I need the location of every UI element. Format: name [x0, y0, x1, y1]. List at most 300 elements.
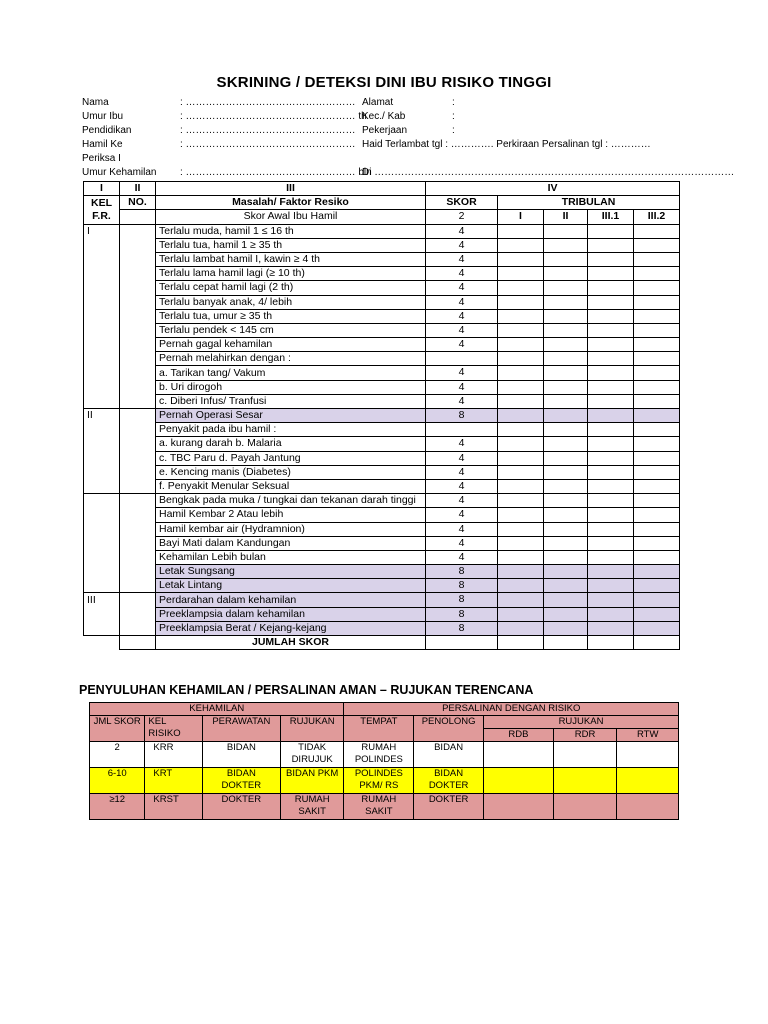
- risk-row: [84, 593, 680, 607]
- risk-factor-text: e. Kencing manis (Diabetes): [156, 465, 426, 479]
- tribulan-entry-cell[interactable]: [588, 437, 634, 451]
- referral-kel-cell: KRST: [145, 794, 202, 820]
- kel-cell: [84, 565, 120, 579]
- risk-score-value: 4: [426, 252, 498, 266]
- bottom-header-row-1: [90, 703, 679, 716]
- risk-factor-text: Perdarahan dalam kehamilan: [156, 593, 426, 607]
- risk-row: [84, 281, 680, 295]
- tribulan-entry-cell[interactable]: [634, 366, 680, 380]
- tribulan-entry-cell[interactable]: [588, 621, 634, 635]
- jumlah-skor-value[interactable]: [426, 636, 498, 650]
- nama-field[interactable]: : ……………………………………………: [180, 97, 356, 108]
- tribulan-entry-cell[interactable]: [498, 267, 544, 281]
- tribulan-entry-cell[interactable]: [634, 352, 680, 366]
- tribulan-entry-cell[interactable]: [634, 295, 680, 309]
- risk-score-value: 4: [426, 465, 498, 479]
- referral-row: [90, 742, 679, 768]
- tribulan-entry-cell[interactable]: [588, 593, 634, 607]
- tribulan-entry-cell[interactable]: [588, 338, 634, 352]
- empty-cell: [84, 636, 120, 650]
- rujukan-entry-cell[interactable]: [617, 794, 679, 820]
- kel-cell: [84, 479, 120, 493]
- tribulan-entry-cell[interactable]: [588, 281, 634, 295]
- no-cell[interactable]: [120, 267, 156, 281]
- tribulan-entry-cell[interactable]: [544, 309, 588, 323]
- tribulan-entry-cell[interactable]: [498, 352, 544, 366]
- no-cell[interactable]: [120, 522, 156, 536]
- referral-perawatan-cell: BIDAN: [202, 742, 280, 768]
- tribulan-entry-cell[interactable]: [544, 621, 588, 635]
- risk-factor-text: Terlalu lama hamil lagi (≥ 10 th): [156, 267, 426, 281]
- kel-cell: [84, 550, 120, 564]
- jml-skor-header: JML SKOR: [90, 716, 145, 742]
- col-header-no: NO.: [120, 196, 156, 210]
- tribulan-entry-cell[interactable]: [544, 267, 588, 281]
- risk-row: [84, 238, 680, 252]
- kel-cell: [84, 323, 120, 337]
- tribulan-entry-cell[interactable]: [634, 423, 680, 437]
- risk-factor-text: Bengkak pada muka / tungkai dan tekanan darah tinggi: [156, 494, 426, 508]
- no-cell[interactable]: [120, 579, 156, 593]
- risk-row: [84, 565, 680, 579]
- tribulan-entry-cell[interactable]: [544, 508, 588, 522]
- tribulan-entry-cell[interactable]: [544, 352, 588, 366]
- tribulan-entry-cell[interactable]: [544, 550, 588, 564]
- tribulan-entry-cell[interactable]: [588, 366, 634, 380]
- alamat-field[interactable]: :: [452, 97, 455, 108]
- skor-awal-label: Skor Awal Ibu Hamil: [156, 210, 426, 224]
- risk-row: [84, 394, 680, 408]
- tribulan-entry-cell[interactable]: [544, 252, 588, 266]
- tribulan-entry-cell[interactable]: [544, 380, 588, 394]
- tribulan-entry-cell[interactable]: [588, 607, 634, 621]
- no-cell[interactable]: [120, 366, 156, 380]
- referral-penolong-cell: DOKTER: [414, 794, 484, 820]
- tribulan-entry-cell[interactable]: [544, 465, 588, 479]
- kel-cell: [84, 338, 120, 352]
- rdr-header: RDR: [553, 729, 617, 742]
- risk-score-value: 4: [426, 451, 498, 465]
- tribulan-entry-cell[interactable]: [634, 607, 680, 621]
- no-cell[interactable]: [120, 465, 156, 479]
- referral-skor-cell: 2: [90, 742, 145, 768]
- tribulan-entry-cell[interactable]: [498, 281, 544, 295]
- tribulan-entry-cell[interactable]: [498, 437, 544, 451]
- tribulan-entry-cell[interactable]: [634, 465, 680, 479]
- tribulan-entry-cell[interactable]: [634, 267, 680, 281]
- tribulan-entry-cell[interactable]: [544, 295, 588, 309]
- no-cell[interactable]: [120, 238, 156, 252]
- tribulan-entry-cell[interactable]: [588, 465, 634, 479]
- penolong-header: PENOLONG: [414, 716, 484, 742]
- referral-perawatan-cell: DOKTER: [202, 794, 280, 820]
- referral-rujukan-cell: BIDAN PKM: [280, 768, 344, 794]
- referral-rujukan-cell: RUMAH SAKIT: [280, 794, 344, 820]
- risk-row: [84, 409, 680, 423]
- rujukan-header: RUJUKAN: [280, 716, 344, 742]
- tribulan-entry-cell[interactable]: [498, 565, 544, 579]
- risk-score-value: 8: [426, 409, 498, 423]
- risk-factor-text: Terlalu cepat hamil lagi (2 th): [156, 281, 426, 295]
- no-cell[interactable]: [120, 550, 156, 564]
- referral-penolong-cell: BIDAN: [414, 742, 484, 768]
- tribulan-entry-cell[interactable]: [544, 607, 588, 621]
- risk-factor-text: Pernah Operasi Sesar: [156, 409, 426, 423]
- tribulan-entry-cell[interactable]: [544, 238, 588, 252]
- tribulan-entry-cell[interactable]: [498, 550, 544, 564]
- risk-factor-text: b. Uri dirogoh: [156, 380, 426, 394]
- header-row-2: [84, 196, 680, 210]
- rujukan-entry-cell[interactable]: [553, 742, 617, 768]
- total-tribulan-cell[interactable]: [498, 636, 544, 650]
- tribulan-entry-cell[interactable]: [544, 494, 588, 508]
- tribulan-entry-cell[interactable]: [634, 479, 680, 493]
- no-cell[interactable]: [120, 352, 156, 366]
- kel-cell: [84, 522, 120, 536]
- total-row: [84, 636, 680, 650]
- tribulan-entry-cell[interactable]: [588, 508, 634, 522]
- referral-skor-cell: 6-10: [90, 768, 145, 794]
- tribulan-entry-cell[interactable]: [498, 238, 544, 252]
- section2-title: PENYULUHAN KEHAMILAN / PERSALINAN AMAN – RUJUKAN TERENCANA: [79, 683, 534, 697]
- haid-perkiraan-field[interactable]: Haid Terlambat tgl : …………. Perkiraan Persalinan tgl : …………: [362, 139, 651, 150]
- no-cell[interactable]: [120, 494, 156, 508]
- tribulan-entry-cell[interactable]: [588, 352, 634, 366]
- kel-cell: [84, 380, 120, 394]
- tribulan-entry-cell[interactable]: [634, 522, 680, 536]
- risk-row: [84, 508, 680, 522]
- tribulan-entry-cell[interactable]: [588, 380, 634, 394]
- tribulan-entry-cell[interactable]: [498, 522, 544, 536]
- risk-row: [84, 380, 680, 394]
- tribulan-entry-cell[interactable]: [544, 394, 588, 408]
- tribulan-entry-cell[interactable]: [544, 437, 588, 451]
- total-tribulan-cell[interactable]: [588, 636, 634, 650]
- no-cell[interactable]: [120, 295, 156, 309]
- tribulan-entry-cell[interactable]: [498, 366, 544, 380]
- risk-row: [84, 267, 680, 281]
- tribulan-entry-cell[interactable]: [498, 423, 544, 437]
- kel-cell: [84, 423, 120, 437]
- tribulan-entry-cell[interactable]: [544, 323, 588, 337]
- info-row-umur-ibu: [82, 110, 367, 124]
- risk-score-value: 4: [426, 238, 498, 252]
- no-cell[interactable]: [120, 281, 156, 295]
- risk-row: [84, 536, 680, 550]
- tribulan-entry-cell[interactable]: [634, 536, 680, 550]
- tribulan-entry-cell[interactable]: [634, 593, 680, 607]
- tribulan-entry-cell[interactable]: [498, 409, 544, 423]
- risk-row: [84, 607, 680, 621]
- tribulan-entry-cell[interactable]: [634, 565, 680, 579]
- tribulan-entry-cell[interactable]: [588, 309, 634, 323]
- kel-cell: [84, 309, 120, 323]
- risk-factor-text: Terlalu tua, umur ≥ 35 th: [156, 309, 426, 323]
- tribulan-entry-cell[interactable]: [634, 621, 680, 635]
- risk-row: [84, 352, 680, 366]
- col-header-ii: II: [120, 182, 156, 196]
- risk-row: [84, 437, 680, 451]
- risk-row: [84, 494, 680, 508]
- risk-factor-text: Hamil kembar air (Hydramnion): [156, 522, 426, 536]
- umur-kehamilan-field[interactable]: : …………………………………………… bln: [180, 167, 372, 178]
- risk-score-value: 4: [426, 508, 498, 522]
- kel-cell: I: [84, 224, 120, 238]
- info-row-pendidikan: [82, 124, 356, 138]
- tribulan-entry-cell[interactable]: [588, 494, 634, 508]
- tribulan-entry-cell[interactable]: [588, 423, 634, 437]
- referral-kel-cell: KRR: [145, 742, 202, 768]
- tribulan-entry-cell[interactable]: [634, 409, 680, 423]
- tribulan-entry-cell[interactable]: [498, 479, 544, 493]
- tribulan-entry-cell[interactable]: [498, 323, 544, 337]
- empty-cell: [120, 210, 156, 224]
- tribulan-entry-cell[interactable]: [498, 508, 544, 522]
- info-label: Kec./ Kab: [362, 111, 406, 122]
- tribulan-entry-cell[interactable]: [498, 451, 544, 465]
- tribulan-entry-cell[interactable]: [588, 479, 634, 493]
- no-cell[interactable]: [120, 508, 156, 522]
- kel-cell: [84, 451, 120, 465]
- tribulan-entry-cell[interactable]: [498, 394, 544, 408]
- tribulan-entry-cell[interactable]: [634, 323, 680, 337]
- hamil-ke-field[interactable]: : ……………………………………………: [180, 139, 356, 150]
- risk-row: [84, 323, 680, 337]
- risk-score-value: 4: [426, 338, 498, 352]
- col-header-fr: F.R.: [84, 210, 120, 224]
- info-row-hamil-ke: [82, 138, 356, 152]
- risk-score-value: 4: [426, 366, 498, 380]
- tribulan-entry-cell[interactable]: [634, 380, 680, 394]
- tribulan-entry-cell[interactable]: [544, 479, 588, 493]
- col-header-kel: KEL: [84, 196, 120, 210]
- risk-score-table: [83, 181, 680, 650]
- no-cell[interactable]: [120, 380, 156, 394]
- risk-row: [84, 338, 680, 352]
- referral-rujukan-cell: TIDAK DIRUJUK: [280, 742, 344, 768]
- tribulan-entry-cell[interactable]: [498, 494, 544, 508]
- no-cell[interactable]: [120, 252, 156, 266]
- risk-score-value: 4: [426, 323, 498, 337]
- risk-score-value: 8: [426, 607, 498, 621]
- tribulan-entry-cell[interactable]: [544, 579, 588, 593]
- kec-kab-field[interactable]: :: [452, 111, 455, 122]
- tribulan-entry-cell[interactable]: [498, 338, 544, 352]
- tribulan-entry-cell[interactable]: [498, 295, 544, 309]
- tribulan-entry-cell[interactable]: [634, 508, 680, 522]
- rujukan-entry-cell[interactable]: [617, 768, 679, 794]
- tribulan-entry-cell[interactable]: [634, 451, 680, 465]
- tribulan-entry-cell[interactable]: [634, 394, 680, 408]
- info-label: Nama: [82, 97, 109, 108]
- risk-factor-text: Bayi Mati dalam Kandungan: [156, 536, 426, 550]
- no-cell[interactable]: [120, 309, 156, 323]
- no-cell[interactable]: [120, 565, 156, 579]
- tribulan-entry-cell[interactable]: [634, 224, 680, 238]
- tribulan-entry-cell[interactable]: [634, 494, 680, 508]
- no-cell[interactable]: [120, 593, 156, 607]
- risk-factor-text: a. kurang darah b. Malaria: [156, 437, 426, 451]
- risk-score-value: 4: [426, 295, 498, 309]
- tribulan-entry-cell[interactable]: [588, 295, 634, 309]
- no-cell[interactable]: [120, 607, 156, 621]
- col-header-masalah: Masalah/ Faktor Resiko: [156, 196, 426, 210]
- tribulan-entry-cell[interactable]: [634, 550, 680, 564]
- kel-cell: [84, 437, 120, 451]
- tribulan-i: I: [498, 210, 544, 224]
- tribulan-entry-cell[interactable]: [634, 309, 680, 323]
- total-tribulan-cell[interactable]: [634, 636, 680, 650]
- rujukan-entry-cell[interactable]: [484, 794, 554, 820]
- kel-cell: [84, 366, 120, 380]
- info-row-alamat: [362, 96, 682, 110]
- di-field[interactable]: Di ………………………………………………………………………………………………: [362, 167, 735, 178]
- tribulan-entry-cell[interactable]: [498, 380, 544, 394]
- info-row-kec: [362, 110, 682, 124]
- risk-factor-text: Terlalu tua, hamil 1 ≥ 35 th: [156, 238, 426, 252]
- tribulan-entry-cell[interactable]: [588, 522, 634, 536]
- referral-tempat-cell: POLINDES PKM/ RS: [344, 768, 414, 794]
- no-cell[interactable]: [120, 338, 156, 352]
- info-row-haid: [362, 138, 682, 152]
- risk-score-value: 4: [426, 281, 498, 295]
- tribulan-entry-cell[interactable]: [634, 281, 680, 295]
- tribulan-entry-cell[interactable]: [544, 451, 588, 465]
- tribulan-entry-cell[interactable]: [498, 593, 544, 607]
- risk-row: [84, 366, 680, 380]
- tribulan-entry-cell[interactable]: [498, 309, 544, 323]
- rujukan-entry-cell[interactable]: [553, 768, 617, 794]
- tribulan-entry-cell[interactable]: [588, 252, 634, 266]
- tribulan-entry-cell[interactable]: [634, 252, 680, 266]
- pendidikan-field[interactable]: : ……………………………………………: [180, 125, 356, 136]
- tribulan-entry-cell[interactable]: [634, 238, 680, 252]
- no-cell[interactable]: [120, 394, 156, 408]
- tribulan-entry-cell[interactable]: [498, 621, 544, 635]
- tribulan-entry-cell[interactable]: [588, 224, 634, 238]
- tribulan-entry-cell[interactable]: [588, 536, 634, 550]
- risk-factor-text: Kehamilan Lebih bulan: [156, 550, 426, 564]
- kel-cell: [84, 508, 120, 522]
- kel-cell: [84, 494, 120, 508]
- tribulan-entry-cell[interactable]: [588, 565, 634, 579]
- info-row-umur-kehamilan: [82, 166, 372, 180]
- rujukan-entry-cell[interactable]: [553, 794, 617, 820]
- risk-row: [84, 465, 680, 479]
- tribulan-entry-cell[interactable]: [544, 536, 588, 550]
- skor-awal-value: 2: [426, 210, 498, 224]
- tribulan-entry-cell[interactable]: [544, 565, 588, 579]
- tribulan-entry-cell[interactable]: [588, 409, 634, 423]
- risk-score-value: 8: [426, 593, 498, 607]
- col-header-skor: SKOR: [426, 196, 498, 210]
- tribulan-entry-cell[interactable]: [588, 394, 634, 408]
- kel-cell: II: [84, 409, 120, 423]
- pekerjaan-field[interactable]: :: [452, 125, 455, 136]
- info-label: Umur Ibu: [82, 111, 124, 122]
- rujukan2-header: RUJUKAN: [484, 716, 679, 729]
- no-cell[interactable]: [120, 536, 156, 550]
- col-header-iii: III: [156, 182, 426, 196]
- tribulan-entry-cell[interactable]: [544, 281, 588, 295]
- tribulan-entry-cell[interactable]: [498, 536, 544, 550]
- tribulan-entry-cell[interactable]: [544, 409, 588, 423]
- no-cell[interactable]: [120, 323, 156, 337]
- tribulan-entry-cell[interactable]: [498, 465, 544, 479]
- referral-skor-cell: ≥12: [90, 794, 145, 820]
- risk-row: [84, 522, 680, 536]
- info-label: Umur Kehamilan: [82, 167, 157, 178]
- header-row-1: [84, 182, 680, 196]
- rujukan-entry-cell[interactable]: [484, 768, 554, 794]
- risk-score-value: [426, 352, 498, 366]
- no-cell[interactable]: [120, 423, 156, 437]
- kel-cell: [84, 281, 120, 295]
- no-cell[interactable]: [120, 437, 156, 451]
- tribulan-entry-cell[interactable]: [588, 323, 634, 337]
- risk-score-value: 4: [426, 550, 498, 564]
- risk-score-value: [426, 423, 498, 437]
- tribulan-entry-cell[interactable]: [544, 423, 588, 437]
- tribulan-entry-cell[interactable]: [588, 267, 634, 281]
- tribulan-ii: II: [544, 210, 588, 224]
- no-cell[interactable]: [120, 621, 156, 635]
- tribulan-entry-cell[interactable]: [498, 579, 544, 593]
- tribulan-entry-cell[interactable]: [544, 593, 588, 607]
- risk-factor-text: c. Diberi Infus/ Tranfusi: [156, 394, 426, 408]
- risk-factor-text: Terlalu banyak anak, 4/ lebih: [156, 295, 426, 309]
- tribulan-entry-cell[interactable]: [544, 338, 588, 352]
- umur-ibu-field[interactable]: : …………………………………………… th: [180, 111, 367, 122]
- tribulan-entry-cell[interactable]: [634, 579, 680, 593]
- risk-score-value: 4: [426, 437, 498, 451]
- tribulan-entry-cell[interactable]: [498, 252, 544, 266]
- patient-info-left: [82, 96, 372, 180]
- risk-row: [84, 550, 680, 564]
- tribulan-entry-cell[interactable]: [634, 437, 680, 451]
- no-cell[interactable]: [120, 451, 156, 465]
- tribulan-entry-cell[interactable]: [588, 451, 634, 465]
- tribulan-iii-1: III.1: [588, 210, 634, 224]
- referral-kel-cell: KRT: [145, 768, 202, 794]
- tribulan-entry-cell[interactable]: [588, 579, 634, 593]
- no-cell[interactable]: [120, 409, 156, 423]
- risk-row: [84, 309, 680, 323]
- rujukan-entry-cell[interactable]: [617, 742, 679, 768]
- tribulan-entry-cell[interactable]: [498, 607, 544, 621]
- risk-factor-text: Pernah gagal kehamilan: [156, 338, 426, 352]
- total-tribulan-cell[interactable]: [544, 636, 588, 650]
- tribulan-entry-cell[interactable]: [498, 224, 544, 238]
- tribulan-entry-cell[interactable]: [634, 338, 680, 352]
- risk-score-value: 4: [426, 536, 498, 550]
- info-row-di: [362, 166, 735, 180]
- tribulan-entry-cell[interactable]: [544, 522, 588, 536]
- risk-score-value: 4: [426, 267, 498, 281]
- tribulan-entry-cell[interactable]: [544, 366, 588, 380]
- no-cell[interactable]: [120, 224, 156, 238]
- tribulan-entry-cell[interactable]: [544, 224, 588, 238]
- tribulan-entry-cell[interactable]: [588, 238, 634, 252]
- no-cell[interactable]: [120, 479, 156, 493]
- referral-row: [90, 768, 679, 794]
- info-row-nama: [82, 96, 356, 110]
- rujukan-entry-cell[interactable]: [484, 742, 554, 768]
- tribulan-entry-cell[interactable]: [588, 550, 634, 564]
- kel-cell: [84, 465, 120, 479]
- kel-cell: [84, 536, 120, 550]
- kel-cell: [84, 607, 120, 621]
